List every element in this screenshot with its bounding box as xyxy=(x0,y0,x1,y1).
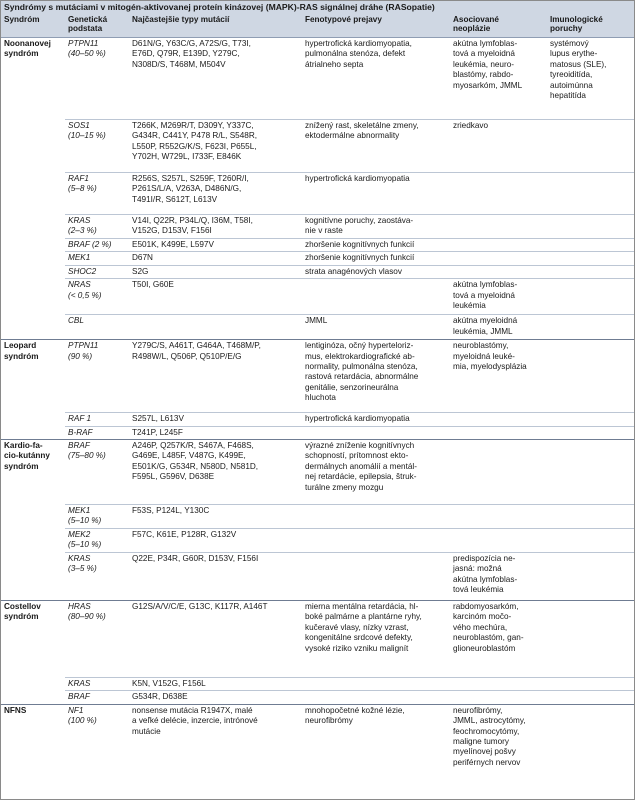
phenotype-cell: zhoršenie kognitívnych funkcií xyxy=(302,252,450,265)
neoplasia-cell xyxy=(450,265,547,278)
phenotype-cell xyxy=(302,529,450,553)
mutations-cell: S2G xyxy=(129,265,302,278)
table-row xyxy=(1,173,634,215)
table-row xyxy=(1,601,634,678)
neoplasia-cell: neuroblastómy, myeloidná leuké- mia, myelodysplázia xyxy=(450,340,547,413)
mutations-cell: G12S/A/V/C/E, G13C, K117R, A146T xyxy=(129,601,302,678)
immuno-cell xyxy=(547,239,634,252)
syndrome-cell xyxy=(1,426,65,439)
mutations-cell: F53S, P124L, Y130C xyxy=(129,505,302,529)
neoplasia-cell xyxy=(450,691,547,704)
mutations-cell: R256S, S257L, S259F, T260R/I, P261S/L/A, V263A, D486N/G, T491I/R, S612T, L613V xyxy=(129,173,302,215)
neoplasia-cell xyxy=(450,505,547,529)
genetic-basis-cell: KRAS xyxy=(65,678,129,691)
genetic-basis-cell: SOS1 (10–15 %) xyxy=(65,120,129,173)
phenotype-cell: strata anagénových vlasov xyxy=(302,265,450,278)
table-row xyxy=(1,704,634,776)
neoplasia-cell: rabdomyosarkóm, karcinóm močo- vého mechúra, neuroblastóm, gan- glioneuroblastóm xyxy=(450,601,547,678)
table-row xyxy=(1,120,634,173)
immuno-cell xyxy=(547,426,634,439)
header-mutations: Najčastejšie typy mutácií xyxy=(129,14,302,38)
immuno-cell xyxy=(547,215,634,239)
table-row xyxy=(1,215,634,239)
immuno-cell xyxy=(547,340,634,413)
neoplasia-cell: predispozícia ne- jasná: možná akútna lymfoblas- tová leukémia xyxy=(450,553,547,601)
phenotype-cell: hypertrofická kardiomyopatia, pulmonálna stenóza, defekt átrialneho septa xyxy=(302,38,450,120)
table-row xyxy=(1,426,634,439)
neoplasia-cell: neurofibrómy, JMML, astrocytómy, feochromocytómy, maligne tumory myelínovej pošvy periférnych nervov xyxy=(450,704,547,776)
genetic-basis-cell: CBL xyxy=(65,315,129,340)
phenotype-cell: mierna mentálna retardácia, hl- boké palmárne a plantárne ryhy, kučeravé vlasy, nízky vzrast, kongenitálne srdcové defekty, vysoké riziko vzniku malignít xyxy=(302,601,450,678)
syndrome-cell xyxy=(1,529,65,553)
immuno-cell xyxy=(547,529,634,553)
mutations-cell: D67N xyxy=(129,252,302,265)
phenotype-cell: zhoršenie kognitívnych funkcií xyxy=(302,239,450,252)
phenotype-cell xyxy=(302,279,450,315)
mutations-cell: K5N, V152G, F156L xyxy=(129,678,302,691)
syndrome-cell: Kardio-fa- cio-kutánny syndróm xyxy=(1,440,65,505)
immuno-cell xyxy=(547,704,634,776)
syndrome-cell xyxy=(1,120,65,173)
syndrome-cell xyxy=(1,252,65,265)
immuno-cell: systémový lupus erythe- matosus (SLE), tyreoiditída, autoimúnna hepatitída xyxy=(547,38,634,120)
immuno-cell xyxy=(547,553,634,601)
immuno-cell xyxy=(547,678,634,691)
genetic-basis-cell: PTPN11 (90 %) xyxy=(65,340,129,413)
neoplasia-cell xyxy=(450,252,547,265)
table-row xyxy=(1,413,634,426)
mutations-cell: T241P, L245F xyxy=(129,426,302,439)
genetic-basis-cell: KRAS (3–5 %) xyxy=(65,553,129,601)
table-row xyxy=(1,691,634,704)
mutations-cell: T266K, M269R/T, D309Y, Y337C, G434R, C441Y, P478 R/L, S548R, L550P, R552G/K/S, F623I, P655L, Y702H, W729L, I733F, E846K xyxy=(129,120,302,173)
neoplasia-cell xyxy=(450,413,547,426)
table-row xyxy=(1,505,634,529)
phenotype-cell: znížený rast, skeletálne zmeny, ektodermálne abnormality xyxy=(302,120,450,173)
neoplasia-cell xyxy=(450,678,547,691)
genetic-basis-cell: BRAF (75–80 %) xyxy=(65,440,129,505)
rasopathy-table xyxy=(1,14,634,776)
immuno-cell xyxy=(547,120,634,173)
syndrome-cell xyxy=(1,413,65,426)
table-row xyxy=(1,38,634,120)
header-neoplasia: Asociované neoplázie xyxy=(450,14,547,38)
genetic-basis-cell: BRAF xyxy=(65,691,129,704)
syndrome-cell: Noonanovej syndróm xyxy=(1,38,65,120)
mutations-cell: Y279C/S, A461T, G464A, T468M/P, R498W/L, Q506P, Q510P/E/G xyxy=(129,340,302,413)
neoplasia-cell: akútna myeloidná leukémia, JMML xyxy=(450,315,547,340)
neoplasia-cell: akútna lymfoblas- tová a myeloidná leukémia xyxy=(450,279,547,315)
table-row xyxy=(1,678,634,691)
phenotype-cell: JMML xyxy=(302,315,450,340)
table-row xyxy=(1,239,634,252)
mutations-cell: F57C, K61E, P128R, G132V xyxy=(129,529,302,553)
genetic-basis-cell: MEK2 (5–10 %) xyxy=(65,529,129,553)
genetic-basis-cell: RAF1 (5–8 %) xyxy=(65,173,129,215)
genetic-basis-cell: NF1 (100 %) xyxy=(65,704,129,776)
syndrome-cell xyxy=(1,215,65,239)
neoplasia-cell xyxy=(450,173,547,215)
neoplasia-cell: akútna lymfoblas- tová a myeloidná leukémia, neuro- blastómy, rabdo- myosarkóm, JMML xyxy=(450,38,547,120)
mutations-cell: Q22E, P34R, G60R, D153V, F156I xyxy=(129,553,302,601)
syndrome-cell xyxy=(1,678,65,691)
table-row xyxy=(1,553,634,601)
immuno-cell xyxy=(547,691,634,704)
syndrome-cell xyxy=(1,505,65,529)
immuno-cell xyxy=(547,173,634,215)
genetic-basis-cell: KRAS (2–3 %) xyxy=(65,215,129,239)
table-row xyxy=(1,440,634,505)
genetic-basis-cell: RAF 1 xyxy=(65,413,129,426)
genetic-basis-cell: MEK1 xyxy=(65,252,129,265)
table-row xyxy=(1,279,634,315)
table-row xyxy=(1,340,634,413)
syndrome-cell xyxy=(1,691,65,704)
syndrome-cell xyxy=(1,265,65,278)
phenotype-cell xyxy=(302,426,450,439)
neoplasia-cell xyxy=(450,426,547,439)
table-header-row xyxy=(1,14,634,38)
syndrome-cell xyxy=(1,553,65,601)
genetic-basis-cell: NRAS (< 0,5 %) xyxy=(65,279,129,315)
neoplasia-cell xyxy=(450,440,547,505)
phenotype-cell xyxy=(302,691,450,704)
table-caption: Syndrómy s mutáciami v mitogén-aktivovanej proteín kinázovej (MAPK)-RAS signálnej dráhe (RASopatie) xyxy=(1,1,634,14)
immuno-cell xyxy=(547,279,634,315)
mutations-cell: S257L, L613V xyxy=(129,413,302,426)
mutations-cell: T50I, G60E xyxy=(129,279,302,315)
syndrome-cell xyxy=(1,315,65,340)
immuno-cell xyxy=(547,601,634,678)
mutations-cell: D61N/G, Y63C/G, A72S/G, T73I, E76D, Q79R, E139D, Y279C, N308D/S, T468M, M504V xyxy=(129,38,302,120)
phenotype-cell: mnohopočetné kožné lézie, neurofibrómy xyxy=(302,704,450,776)
syndrome-cell: Costellov syndróm xyxy=(1,601,65,678)
header-syndrome: Syndróm xyxy=(1,14,65,38)
mutations-cell: G534R, D638E xyxy=(129,691,302,704)
table-row xyxy=(1,315,634,340)
table-row xyxy=(1,529,634,553)
header-immuno: Imunologické poruchy xyxy=(547,14,634,38)
immuno-cell xyxy=(547,505,634,529)
genetic-basis-cell: PTPN11 (40–50 %) xyxy=(65,38,129,120)
mutations-cell: E501K, K499E, L597V xyxy=(129,239,302,252)
neoplasia-cell xyxy=(450,239,547,252)
table-row xyxy=(1,252,634,265)
header-genetic-basis: Genetická podstata xyxy=(65,14,129,38)
genetic-basis-cell: HRAS (80–90 %) xyxy=(65,601,129,678)
immuno-cell xyxy=(547,265,634,278)
syndrome-cell xyxy=(1,279,65,315)
immuno-cell xyxy=(547,252,634,265)
syndrome-cell: Leopard syndróm xyxy=(1,340,65,413)
immuno-cell xyxy=(547,315,634,340)
phenotype-cell: lentiginóza, očný hyperteloriz- mus, elektrokardiografické ab- normality, pulmonálna stenóza, rastová retardácia, abnormálne genitálie, senzorineurálna hluchota xyxy=(302,340,450,413)
immuno-cell xyxy=(547,413,634,426)
mutations-cell xyxy=(129,315,302,340)
mutations-cell: nonsense mutácia R1947X, malé a veľké delécie, inzercie, intrónové mutácie xyxy=(129,704,302,776)
mutations-cell: V14I, Q22R, P34L/Q, I36M, T58I, V152G, D153V, F156I xyxy=(129,215,302,239)
phenotype-cell: hypertrofická kardiomyopatia xyxy=(302,173,450,215)
phenotype-cell: výrazné zníženie kognitívnych schopností, prítomnost ekto- dermálnych anomálií a mentál- nej retardácie, epilepsia, štruk- turálne zmeny mozgu xyxy=(302,440,450,505)
phenotype-cell xyxy=(302,505,450,529)
neoplasia-cell: zriedkavo xyxy=(450,120,547,173)
genetic-basis-cell: SHOC2 xyxy=(65,265,129,278)
mutations-cell: A246P, Q257K/R, S467A, F468S, G469E, L485F, V487G, K499E, E501K/G, G534R, N580D, N581D, F595L, G596V, D638E xyxy=(129,440,302,505)
neoplasia-cell xyxy=(450,529,547,553)
immuno-cell xyxy=(547,440,634,505)
syndrome-cell xyxy=(1,239,65,252)
genetic-basis-cell: MEK1 (5–10 %) xyxy=(65,505,129,529)
syndrome-cell: NFNS xyxy=(1,704,65,776)
phenotype-cell xyxy=(302,553,450,601)
header-phenotype: Fenotypové prejavy xyxy=(302,14,450,38)
syndrome-cell xyxy=(1,173,65,215)
table-row xyxy=(1,265,634,278)
phenotype-cell: kognitívne poruchy, zaostáva- nie v raste xyxy=(302,215,450,239)
genetic-basis-cell: BRAF (2 %) xyxy=(65,239,129,252)
neoplasia-cell xyxy=(450,215,547,239)
genetic-basis-cell: B-RAF xyxy=(65,426,129,439)
phenotype-cell: hypertrofická kardiomyopatia xyxy=(302,413,450,426)
phenotype-cell xyxy=(302,678,450,691)
